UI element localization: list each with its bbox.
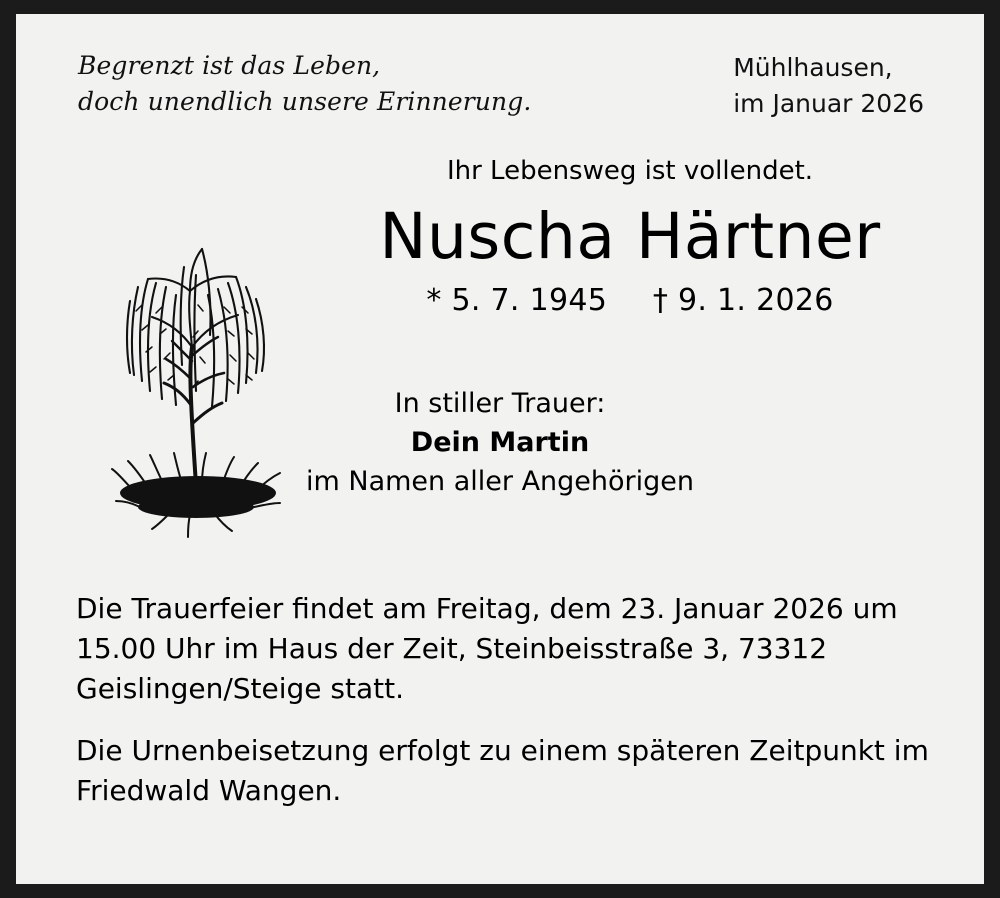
- weeping-willow-tree-icon: [78, 155, 318, 555]
- ceremony-paragraph: Die Trauerfeier findet am Freitag, dem 23. Januar 2026 um 15.00 Uhr im Haus der Zeit, Steinbeisstraße 3, 73312 Geislingen/Steige statt.: [76, 592, 898, 706]
- motto-block: [78, 48, 531, 119]
- obituary-card: [16, 14, 984, 884]
- details-section: [76, 589, 932, 811]
- death-date: † 9. 1. 2026: [652, 282, 834, 318]
- burial-paragraph: Die Urnenbeisetzung erfolgt zu einem späteren Zeitpunkt im Friedwald Wangen.: [76, 734, 929, 808]
- place-line: Mühlhausen,: [733, 53, 893, 82]
- lead-text: Ihr Lebensweg ist vollendet.: [446, 156, 814, 186]
- mourner-name: Dein Martin: [410, 426, 590, 458]
- motto-line-1: Begrenzt ist das Leben,: [78, 51, 381, 80]
- motto-line-2: doch unendlich unsere Erinnerung.: [78, 86, 532, 116]
- header-row: [78, 48, 932, 121]
- main-section: [78, 155, 932, 555]
- mourning-intro: In stiller Trauer:: [394, 387, 606, 419]
- birth-date: * 5. 7. 1945: [426, 282, 608, 318]
- life-dates: [328, 283, 932, 318]
- place-date-block: [733, 48, 932, 121]
- mourning-suffix: im Namen aller Angehörigen: [305, 466, 694, 498]
- date-line: im Januar 2026: [733, 88, 924, 118]
- name-block: [328, 155, 932, 318]
- deceased-name: Nuscha Härtner: [379, 199, 881, 273]
